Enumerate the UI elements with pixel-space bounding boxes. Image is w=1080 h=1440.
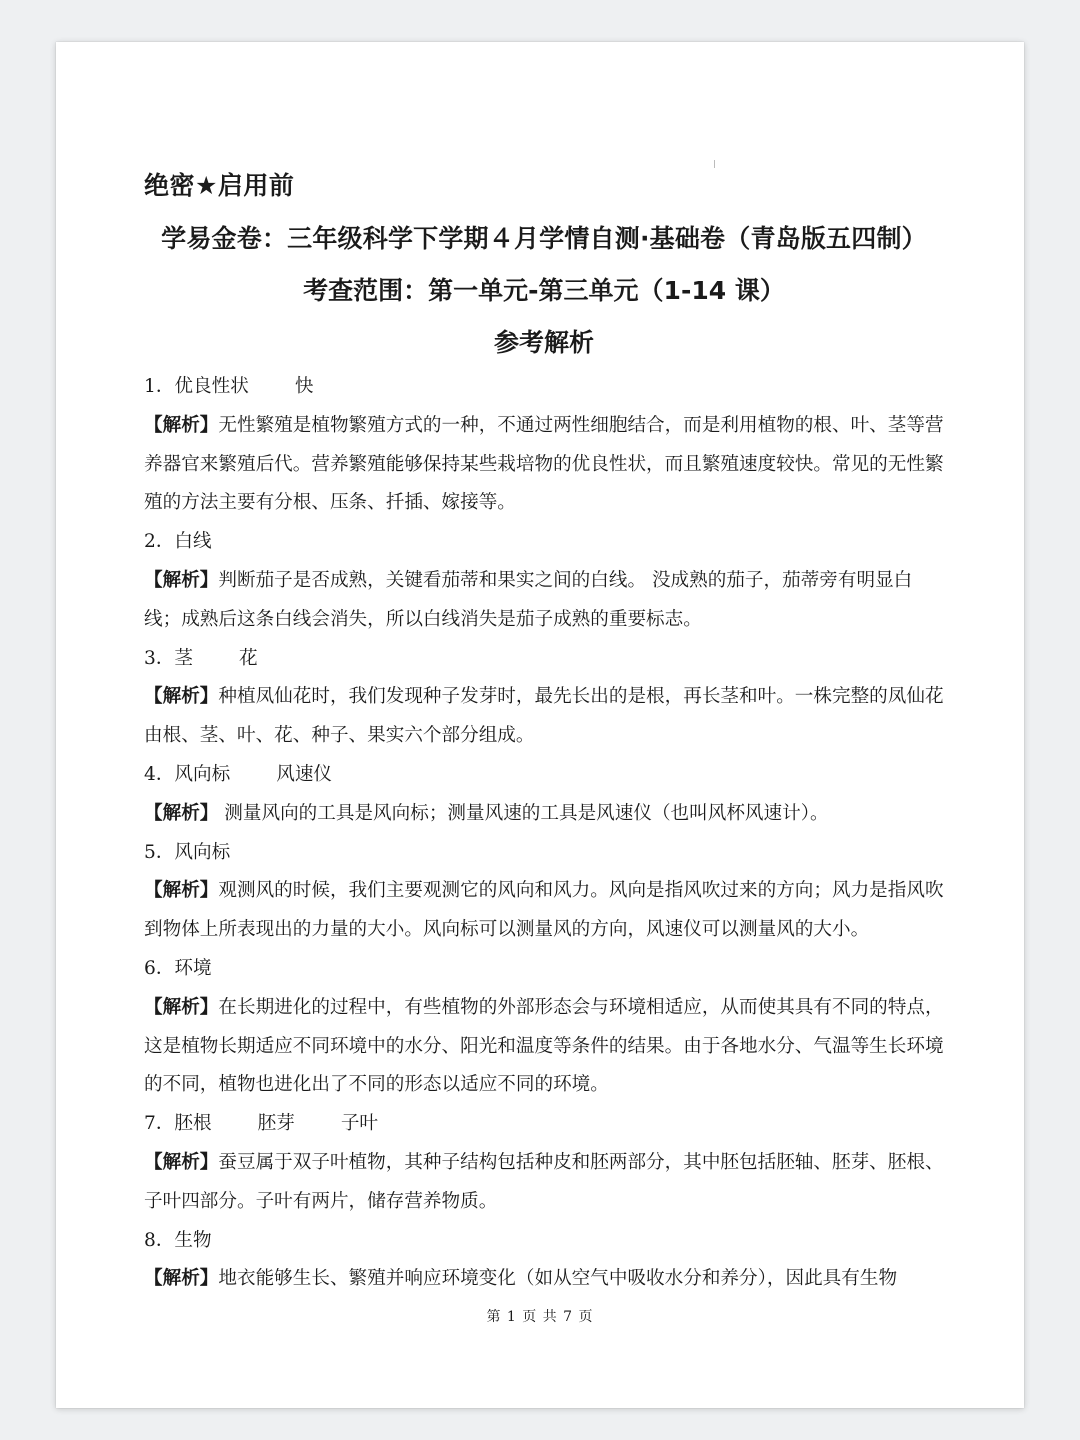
answer-line xyxy=(144,640,944,679)
answer-line xyxy=(144,1105,944,1144)
analysis-paragraph xyxy=(144,989,944,1105)
answer-line xyxy=(144,756,944,795)
answer-part: 1．优良性状 xyxy=(144,376,249,397)
analysis-text: 种植凤仙花时，我们发现种子发芽时，最先长出的是根，再长茎和叶。一株完整的凤仙花由根、茎、叶、花、种子、果实六个部分组成。 xyxy=(144,686,944,747)
answer-part: 7．胚根 xyxy=(144,1113,212,1135)
answer-part: 6．环境 xyxy=(144,957,212,979)
analysis-text: 观测风的时候，我们主要观测它的风向和风力。风向是指风吹过来的方向；风力是指风吹到物体上所表现出的力量的大小。风向标可以测量风的方向，风速仪可以测量风的大小。 xyxy=(144,880,944,941)
analysis-tag: 【解析】 xyxy=(144,414,219,436)
answer-part: 4．风向标 xyxy=(144,763,231,785)
analysis-tag: 【解析】 xyxy=(144,686,219,708)
analysis-tag: 【解析】 xyxy=(144,802,219,824)
exam-scope: 考查范围：第一单元-第三单元（1-14 课） xyxy=(303,276,785,305)
analysis-tag: 【解析】 xyxy=(144,1151,219,1173)
analysis-tag: 【解析】 xyxy=(144,569,219,591)
analysis-text: 蚕豆属于双子叶植物，其种子结构包括种皮和胚两部分，其中胚包括胚轴、胚芽、胚根、子叶四部分。子叶有两片，储存营养物质。 xyxy=(144,1151,944,1212)
analysis-text: 无性繁殖是植物繁殖方式的一种，不通过两性细胞结合，而是利用植物的根、叶、茎等营养器官来繁殖后代。营养繁殖能够保持某些栽培物的优良性状，而且繁殖速度较快。常见的无性繁殖的方法主要有分根、压条、扦插、嫁接等。 xyxy=(144,414,944,514)
analysis-paragraph xyxy=(144,678,944,756)
answer-part: 快 xyxy=(294,376,314,397)
analysis-text: 判断茄子是否成熟，关键看茄蒂和果实之间的白线。 没成熟的茄子，茄蒂旁有明显白线；成熟后这条白线会消失，所以白线消失是茄子成熟的重要标志。 xyxy=(144,569,913,630)
answer-part: 5．风向标 xyxy=(144,841,231,863)
scan-mark xyxy=(714,160,715,168)
answer-list xyxy=(144,368,944,1299)
analysis-tag: 【解析】 xyxy=(144,880,219,902)
document-page xyxy=(56,42,1024,1408)
answer-line xyxy=(144,834,944,873)
answer-part: 8．生物 xyxy=(144,1229,212,1251)
analysis-text: 地衣能够生长、繁殖并响应环境变化（如从空气中吸收水分和养分），因此具有生物 xyxy=(218,1268,898,1290)
analysis-text: 在长期进化的过程中，有些植物的外部形态会与环境相适应，从而使其具有不同的特点，这是植物长期适应不同环境中的水分、阳光和温度等条件的结果。由于各地水分、气温等生长环境的不同，植物也进化出了不同的形态以适应不同的环境。 xyxy=(144,996,944,1096)
answer-line xyxy=(144,1222,944,1261)
answer-part: 2．白线 xyxy=(144,531,212,553)
analysis-tag: 【解析】 xyxy=(144,1268,219,1290)
answer-line xyxy=(144,950,944,989)
analysis-tag: 【解析】 xyxy=(144,996,219,1018)
answer-line xyxy=(144,368,944,407)
answer-line xyxy=(144,523,944,562)
page-footer: 第 1 页 共 7 页 xyxy=(486,1309,594,1325)
answer-part: 3．茎 xyxy=(144,647,194,669)
analysis-paragraph xyxy=(144,872,944,950)
answer-part: 胚芽 xyxy=(257,1113,295,1135)
answer-part: 风速仪 xyxy=(276,763,333,785)
analysis-text: 测量风向的工具是风向标；测量风速的工具是风速仪（也叫风杯风速计）。 xyxy=(218,802,829,824)
analysis-paragraph xyxy=(144,795,944,834)
analysis-paragraph xyxy=(144,1144,944,1222)
analysis-paragraph xyxy=(144,1260,944,1299)
answer-part: 子叶 xyxy=(340,1113,379,1135)
analysis-paragraph xyxy=(144,562,944,640)
section-heading: 参考解析 xyxy=(493,328,594,357)
analysis-paragraph xyxy=(144,407,944,523)
confidential-label: 绝密★启用前 xyxy=(144,171,295,200)
answer-part: 花 xyxy=(239,647,258,669)
exam-title: 学易金卷：三年级科学下学期４月学情自测·基础卷（青岛版五四制） xyxy=(161,224,927,253)
